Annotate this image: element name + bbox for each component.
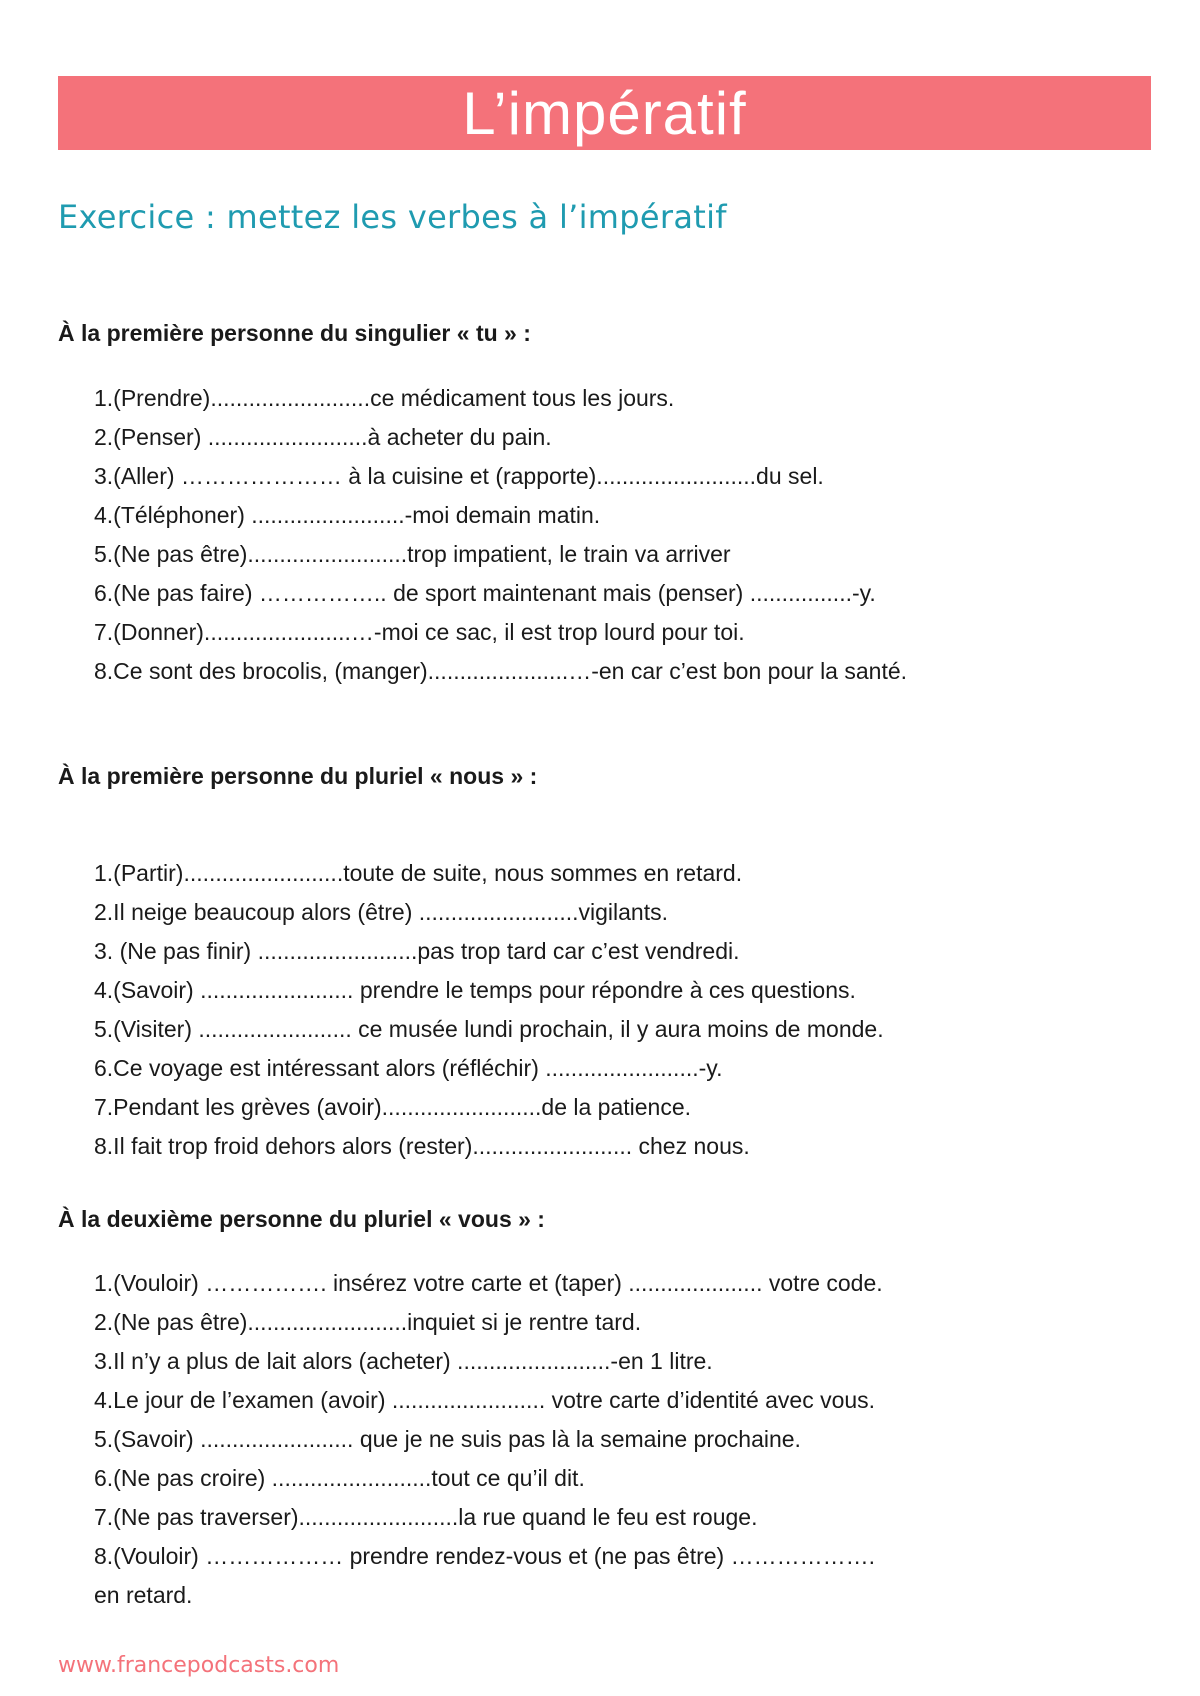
exercise-item: 2.(Penser) .........................à acheter du pain. [94, 424, 552, 450]
exercise-item: 1.(Prendre).........................ce médicament tous les jours. [94, 385, 675, 411]
exercise-item: 2.(Ne pas être).........................inquiet si je rentre tard. [94, 1309, 642, 1335]
exercise-item: 5.(Savoir) ........................ que je ne suis pas là la semaine prochaine. [94, 1426, 801, 1452]
section-heading-nous: À la première personne du pluriel « nous » : [58, 763, 538, 789]
exercise-item: 2.Il neige beaucoup alors (être) .........................vigilants. [94, 899, 668, 925]
exercise-item: 1.(Vouloir) ……………. insérez votre carte et (taper) ..................... votre code. [94, 1270, 883, 1296]
exercise-item: 1.(Partir).........................toute de suite, nous sommes en retard. [94, 860, 743, 886]
exercise-list-vous [94, 1264, 883, 1615]
exercise-list-nous [94, 854, 884, 1166]
exercise-item: 7.(Donner).......................…-moi ce sac, il est trop lourd pour toi. [94, 619, 745, 645]
exercise-item: 3. (Ne pas finir) .........................pas trop tard car c’est vendredi. [94, 938, 740, 964]
exercise-item-continuation: en retard. [94, 1582, 193, 1608]
exercise-item: 4.Le jour de l’examen (avoir) ........................ votre carte d’identité avec vous. [94, 1387, 876, 1413]
exercise-item: 5.(Ne pas être).........................trop impatient, le train va arriver [94, 541, 731, 567]
exercise-item: 8.Il fait trop froid dehors alors (rester)......................... chez nous. [94, 1133, 750, 1159]
exercise-item: 8.(Vouloir) ……………… prendre rendez-vous et (ne pas être) ………………. [94, 1543, 875, 1569]
exercise-list-tu [94, 379, 907, 691]
exercise-item: 7.Pendant les grèves (avoir).........................de la patience. [94, 1094, 692, 1120]
exercise-item: 6.Ce voyage est intéressant alors (réfléchir) ........................-y. [94, 1055, 723, 1081]
section-heading-tu: À la première personne du singulier « tu » : [58, 320, 531, 346]
exercise-item: 8.Ce sont des brocolis, (manger)......................…-en car c’est bon pour la santé. [94, 658, 908, 684]
page-title: L’impératif [462, 80, 747, 147]
footer-website-link[interactable]: www.francepodcasts.com [58, 1653, 340, 1678]
exercise-subtitle: Exercice : mettez les verbes à l’impératif [58, 198, 727, 236]
exercise-item: 6.(Ne pas faire) …………….. de sport maintenant mais (penser) ................-y. [94, 580, 876, 606]
exercise-item: 4.(Téléphoner) ........................-moi demain matin. [94, 502, 601, 528]
exercise-item: 5.(Visiter) ........................ ce musée lundi prochain, il y aura moins de monde. [94, 1016, 884, 1042]
exercise-item: 3.(Aller) ………………… à la cuisine et (rapporte).........................du sel. [94, 463, 824, 489]
exercise-item: 6.(Ne pas croire) .........................tout ce qu’il dit. [94, 1465, 585, 1491]
exercise-item: 3.Il n’y a plus de lait alors (acheter) ........................-en 1 litre. [94, 1348, 713, 1374]
title-banner [58, 76, 1151, 150]
exercise-item: 4.(Savoir) ........................ prendre le temps pour répondre à ces questions. [94, 977, 856, 1003]
exercise-item: 7.(Ne pas traverser).........................la rue quand le feu est rouge. [94, 1504, 758, 1530]
section-heading-vous: À la deuxième personne du pluriel « vous » : [58, 1206, 545, 1232]
